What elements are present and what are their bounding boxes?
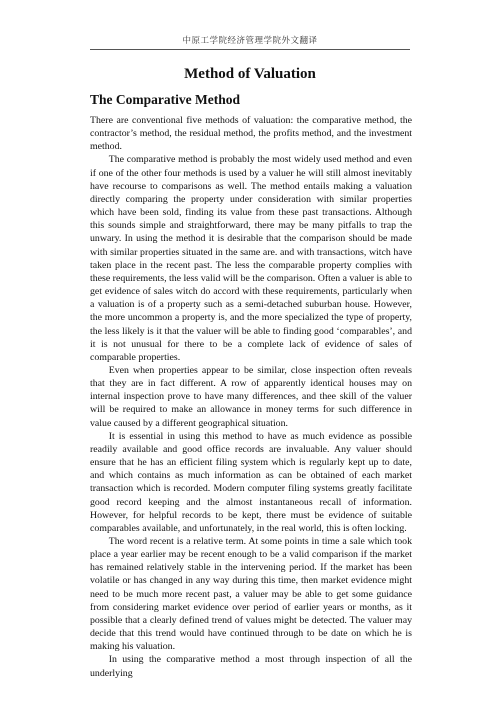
paragraph: It is essential in using this method to have as much evidence as possible readily available and good office records are invaluable. Any valuer should ensure that he has an efficient filing system which is regularly kept up to date, and which contains as much information as can be obtained of each market transaction which is recorded. Modern computer filing systems greatly facilitate good record keeping and the almost instantaneous recall of information. However, for helpful records to be kept, there must be evidence of suitable comparables available, and unfortunately, in the real world, this is often locking. [90, 430, 412, 534]
section-heading: The Comparative Method [90, 92, 240, 107]
paragraph: Even when properties appear to be similar, close inspection often reveals that they are in fact different. A row of apparently identical houses may on internal inspection prove to have many differences, and thee skill of the valuer will be required to make an allowance in money terms for such difference in value caused by a different geographical situation. [90, 364, 412, 429]
paragraph: There are conventional five methods of valuation: the comparative method, the contractor’s method, the residual method, the profits method, and the investment method. [90, 115, 412, 153]
header-rule [90, 49, 410, 50]
running-header: 中原工学院经济管理学院外文翻译 [182, 36, 318, 46]
paragraph: The word recent is a relative term. At some points in time a sale which took place a year earlier may be recent enough to be a valid comparison if the market has remained relatively stable in the intervening period. If the market has been volatile or has changed in any way during this time, then market evidence might need to be much more recent past, a valuer may be able to get some guidance from considering market evidence over period of earlier years or months, as it possible that a clearly defined trend of values might be detected. The valuer may decide that this trend would have continued through to be date on which he is making his valuation. [90, 536, 412, 653]
document-title: Method of Valuation [184, 66, 316, 82]
paragraph: In using the comparative method a most through inspection of all the underlying [90, 654, 412, 679]
body-text [90, 114, 412, 680]
paragraph: The comparative method is probably the most widely used method and even if one of the other four methods is used by a valuer he will still almost inevitably have recourse to comparisons as well. The method entails making a valuation directly comparing the property under consideration with similar properties which have been sold, finding its value from these past transactions. Although this sounds simple and straightforward, there may be many pitfalls to trap the unwary. In using the method it is desirable that the comparison should be made with similar properties situated in the same are. and with transactions, witch have taken place in the recent past. The less the comparable property complies with these requirements, the less valid will be the comparison. Often a valuer is able to get evidence of sales witch do accord with these requirements, particularly when a valuation is of a property such as a semi-detached suburban house. However, the more uncommon a property is, and the more specialized the type of property, the less likely is it that the valuer will be able to finding good ‘comparables’, and it is not unusual for there to be a complete lack of evidence of sales of comparable properties. [90, 154, 413, 363]
